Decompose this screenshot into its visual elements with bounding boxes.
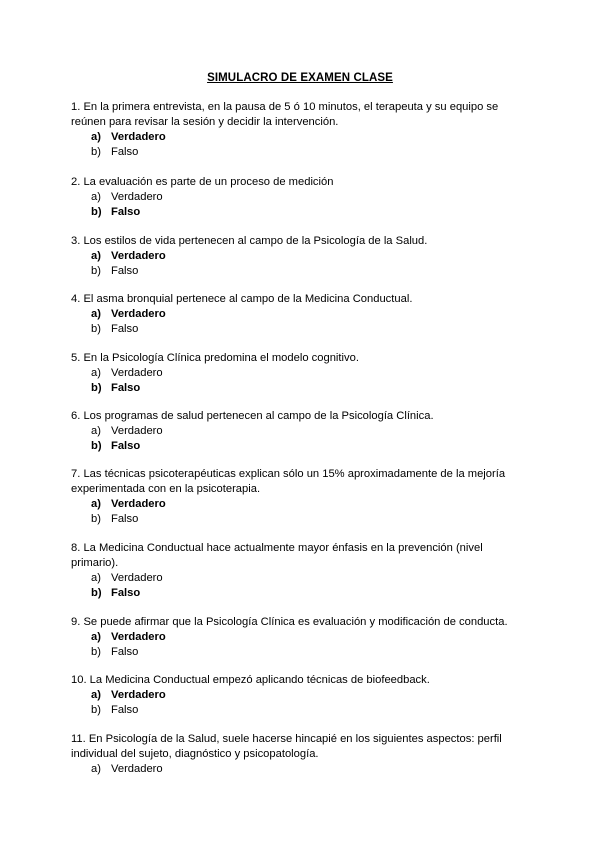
option-letter: b) xyxy=(91,265,101,277)
option-letter: a) xyxy=(91,763,101,775)
option-text: Falso xyxy=(111,440,141,452)
option-letter: b) xyxy=(91,146,101,158)
option-text: Verdadero xyxy=(111,498,166,510)
option-text: Verdadero xyxy=(111,425,163,437)
option-letter: a) xyxy=(91,498,101,510)
question-item xyxy=(71,409,531,454)
question-item xyxy=(71,292,531,337)
option-text: Verdadero xyxy=(111,689,166,701)
question-item xyxy=(71,100,531,160)
option-text: Verdadero xyxy=(111,367,163,379)
option-letter: a) xyxy=(91,367,101,379)
question-text: 8. La Medicina Conductual hace actualmente mayor énfasis en la prevención (nivel primario). xyxy=(71,542,483,569)
option-text: Verdadero xyxy=(111,131,166,143)
answer-option xyxy=(71,586,531,601)
answer-option xyxy=(71,512,531,527)
question-text: 2. La evaluación es parte de un proceso de medición xyxy=(71,176,334,188)
answer-option xyxy=(71,145,531,160)
question-item xyxy=(71,673,531,718)
option-letter: a) xyxy=(91,689,101,701)
option-letter: a) xyxy=(91,308,101,320)
option-text: Falso xyxy=(111,323,139,335)
option-letter: b) xyxy=(91,646,101,658)
question-text: 5. En la Psicología Clínica predomina el modelo cognitivo. xyxy=(71,352,359,364)
question-text: 11. En Psicología de la Salud, suele hacerse hincapié en los siguientes aspectos: perfil individual del sujeto, diagnóstico y psicopatología. xyxy=(71,733,502,760)
option-text: Verdadero xyxy=(111,763,163,775)
option-text: Falso xyxy=(111,265,139,277)
answer-option xyxy=(71,630,531,645)
answer-option xyxy=(71,264,531,279)
answer-option xyxy=(71,497,531,512)
answer-option xyxy=(71,249,531,264)
option-text: Falso xyxy=(111,146,139,158)
option-text: Verdadero xyxy=(111,572,163,584)
question-item xyxy=(71,615,531,660)
question-text: 10. La Medicina Conductual empezó aplicando técnicas de biofeedback. xyxy=(71,674,430,686)
option-text: Falso xyxy=(111,206,141,218)
answer-option xyxy=(71,322,531,337)
answer-option xyxy=(71,703,531,718)
option-letter: a) xyxy=(91,631,101,643)
option-text: Verdadero xyxy=(111,308,166,320)
question-item xyxy=(71,175,531,220)
answer-option xyxy=(71,307,531,322)
option-text: Falso xyxy=(111,382,141,394)
question-item xyxy=(71,467,531,527)
option-letter: b) xyxy=(91,206,102,218)
option-text: Verdadero xyxy=(111,631,166,643)
option-letter: b) xyxy=(91,382,102,394)
question-text: 4. El asma bronquial pertenece al campo de la Medicina Conductual. xyxy=(71,293,413,305)
question-text: 7. Las técnicas psicoterapéuticas explican sólo un 15% aproximadamente de la mejoría experimentada con en la psicoterapia. xyxy=(71,468,506,495)
option-text: Falso xyxy=(111,587,141,599)
option-letter: b) xyxy=(91,323,101,335)
answer-option xyxy=(71,366,531,381)
question-item xyxy=(71,541,531,601)
question-text: 6. Los programas de salud pertenecen al campo de la Psicología Clínica. xyxy=(71,410,434,422)
question-text: 3. Los estilos de vida pertenecen al campo de la Psicología de la Salud. xyxy=(71,235,428,247)
option-letter: b) xyxy=(91,587,102,599)
option-letter: a) xyxy=(91,191,101,203)
option-letter: b) xyxy=(91,704,101,716)
option-letter: b) xyxy=(91,440,102,452)
question-item xyxy=(71,351,531,396)
answer-option xyxy=(71,688,531,703)
answer-option xyxy=(71,190,531,205)
option-text: Verdadero xyxy=(111,250,166,262)
answer-option xyxy=(71,424,531,439)
option-letter: a) xyxy=(91,131,101,143)
option-letter: a) xyxy=(91,425,101,437)
question-text: 9. Se puede afirmar que la Psicología Clínica es evaluación y modificación de conducta. xyxy=(71,616,508,628)
answer-option xyxy=(71,571,531,586)
option-letter: b) xyxy=(91,513,101,525)
question-item xyxy=(71,234,531,279)
answer-option xyxy=(71,762,531,777)
option-text: Falso xyxy=(111,704,139,716)
option-letter: a) xyxy=(91,250,101,262)
answer-option xyxy=(71,645,531,660)
question-text: 1. En la primera entrevista, en la pausa de 5 ó 10 minutos, el terapeuta y su equipo se reúnen para revisar la sesión y decidir la intervención. xyxy=(71,101,499,128)
question-item xyxy=(71,732,531,777)
option-text: Falso xyxy=(111,513,139,525)
option-letter: a) xyxy=(91,572,101,584)
answer-option xyxy=(71,439,531,454)
option-text: Falso xyxy=(111,646,139,658)
answer-option xyxy=(71,381,531,396)
option-text: Verdadero xyxy=(111,191,163,203)
answer-option xyxy=(71,130,531,145)
page-title: SIMULACRO DE EXAMEN CLASE xyxy=(207,72,393,84)
answer-option xyxy=(71,205,531,220)
